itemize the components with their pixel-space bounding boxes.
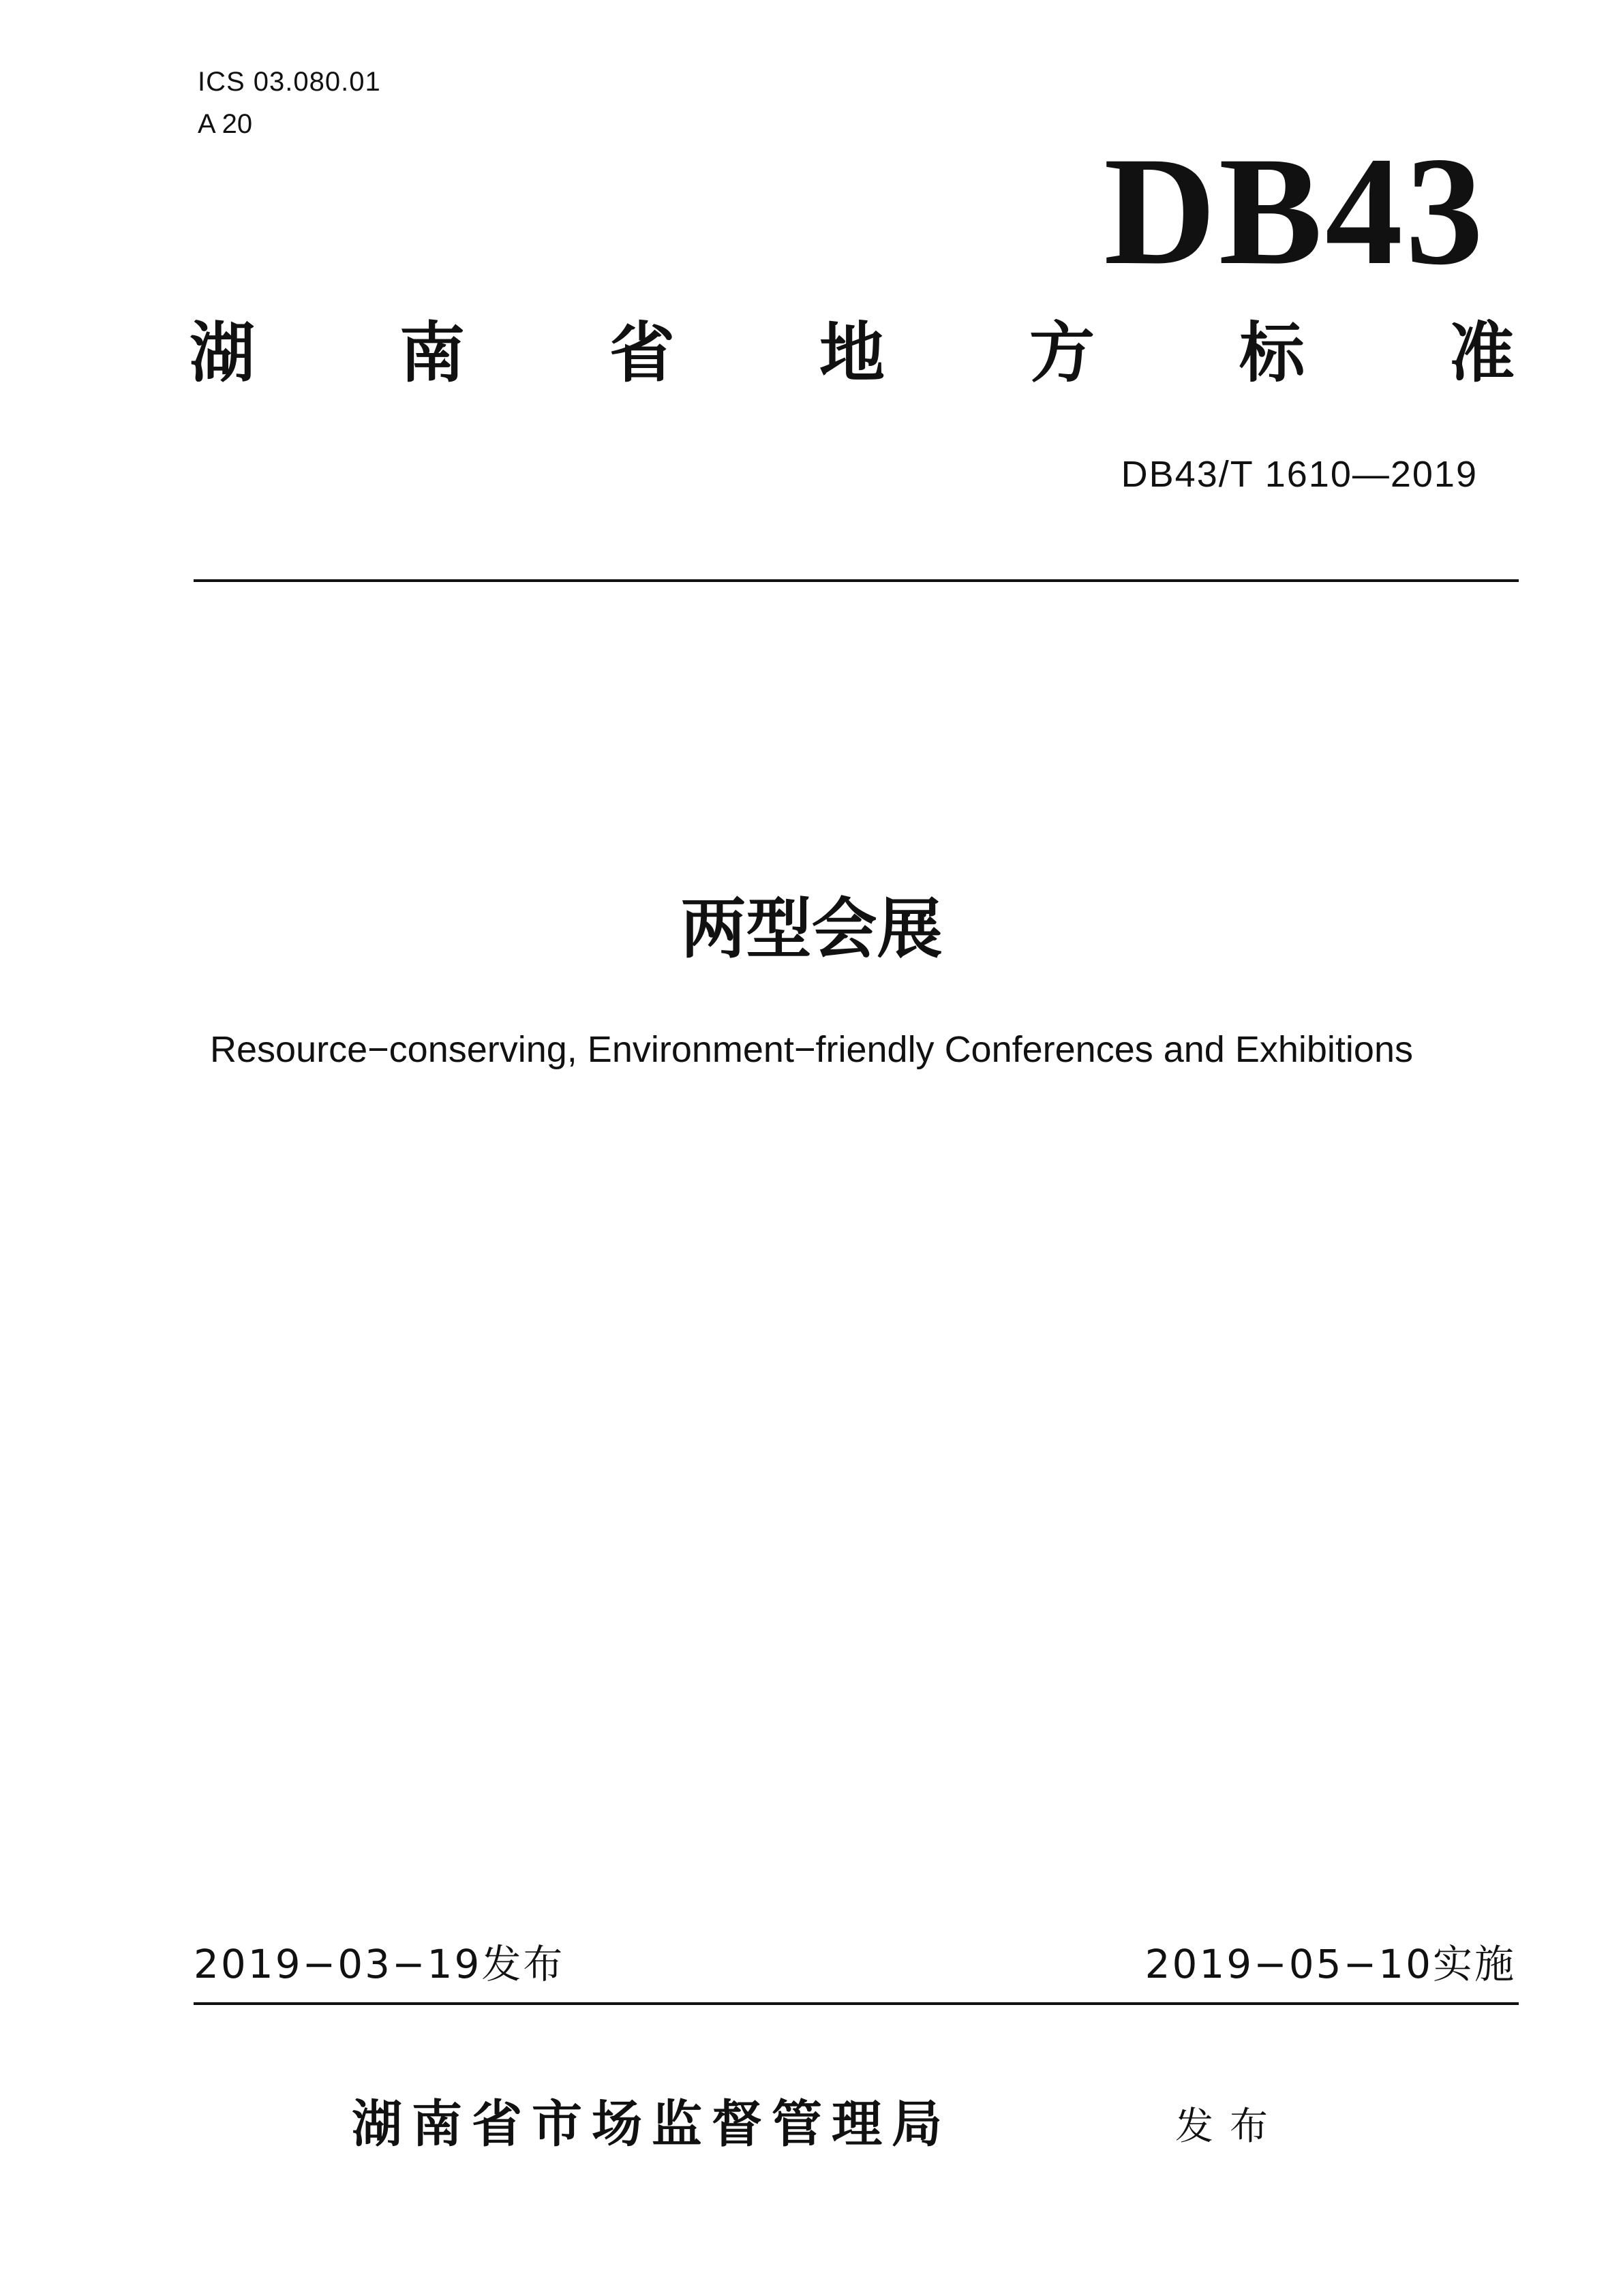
standard-type-char: 标 [1239,315,1305,391]
issuing-authority: 湖南省市场监督管理局 [352,2095,952,2154]
title-chinese: 两型会展 [680,891,943,967]
standard-type-char: 南 [399,315,465,391]
title-english: Resource−conserving, Environment−friendly Conferences and Exhibitions [210,1029,1413,1070]
standard-type-char: 省 [609,315,675,391]
standard-logo: DB43 [1104,125,1486,297]
top-divider [194,579,1519,582]
standard-number: DB43/T 1610—2019 [1121,454,1478,495]
bottom-divider [194,2002,1519,2005]
standard-type-char: 地 [819,315,885,391]
standard-type-heading [189,305,1515,401]
implement-date: 2019−05−10实施 [1144,1941,1516,1987]
classification-code: A 20 [198,109,253,139]
ics-code: ICS 03.080.01 [198,67,381,97]
issue-label: 发布 [1175,2104,1284,2149]
standard-type-char: 方 [1029,315,1095,391]
publish-date: 2019−03−19发布 [194,1941,565,1987]
standard-type-char: 准 [1449,315,1515,391]
standard-type-char: 湖 [189,315,255,391]
